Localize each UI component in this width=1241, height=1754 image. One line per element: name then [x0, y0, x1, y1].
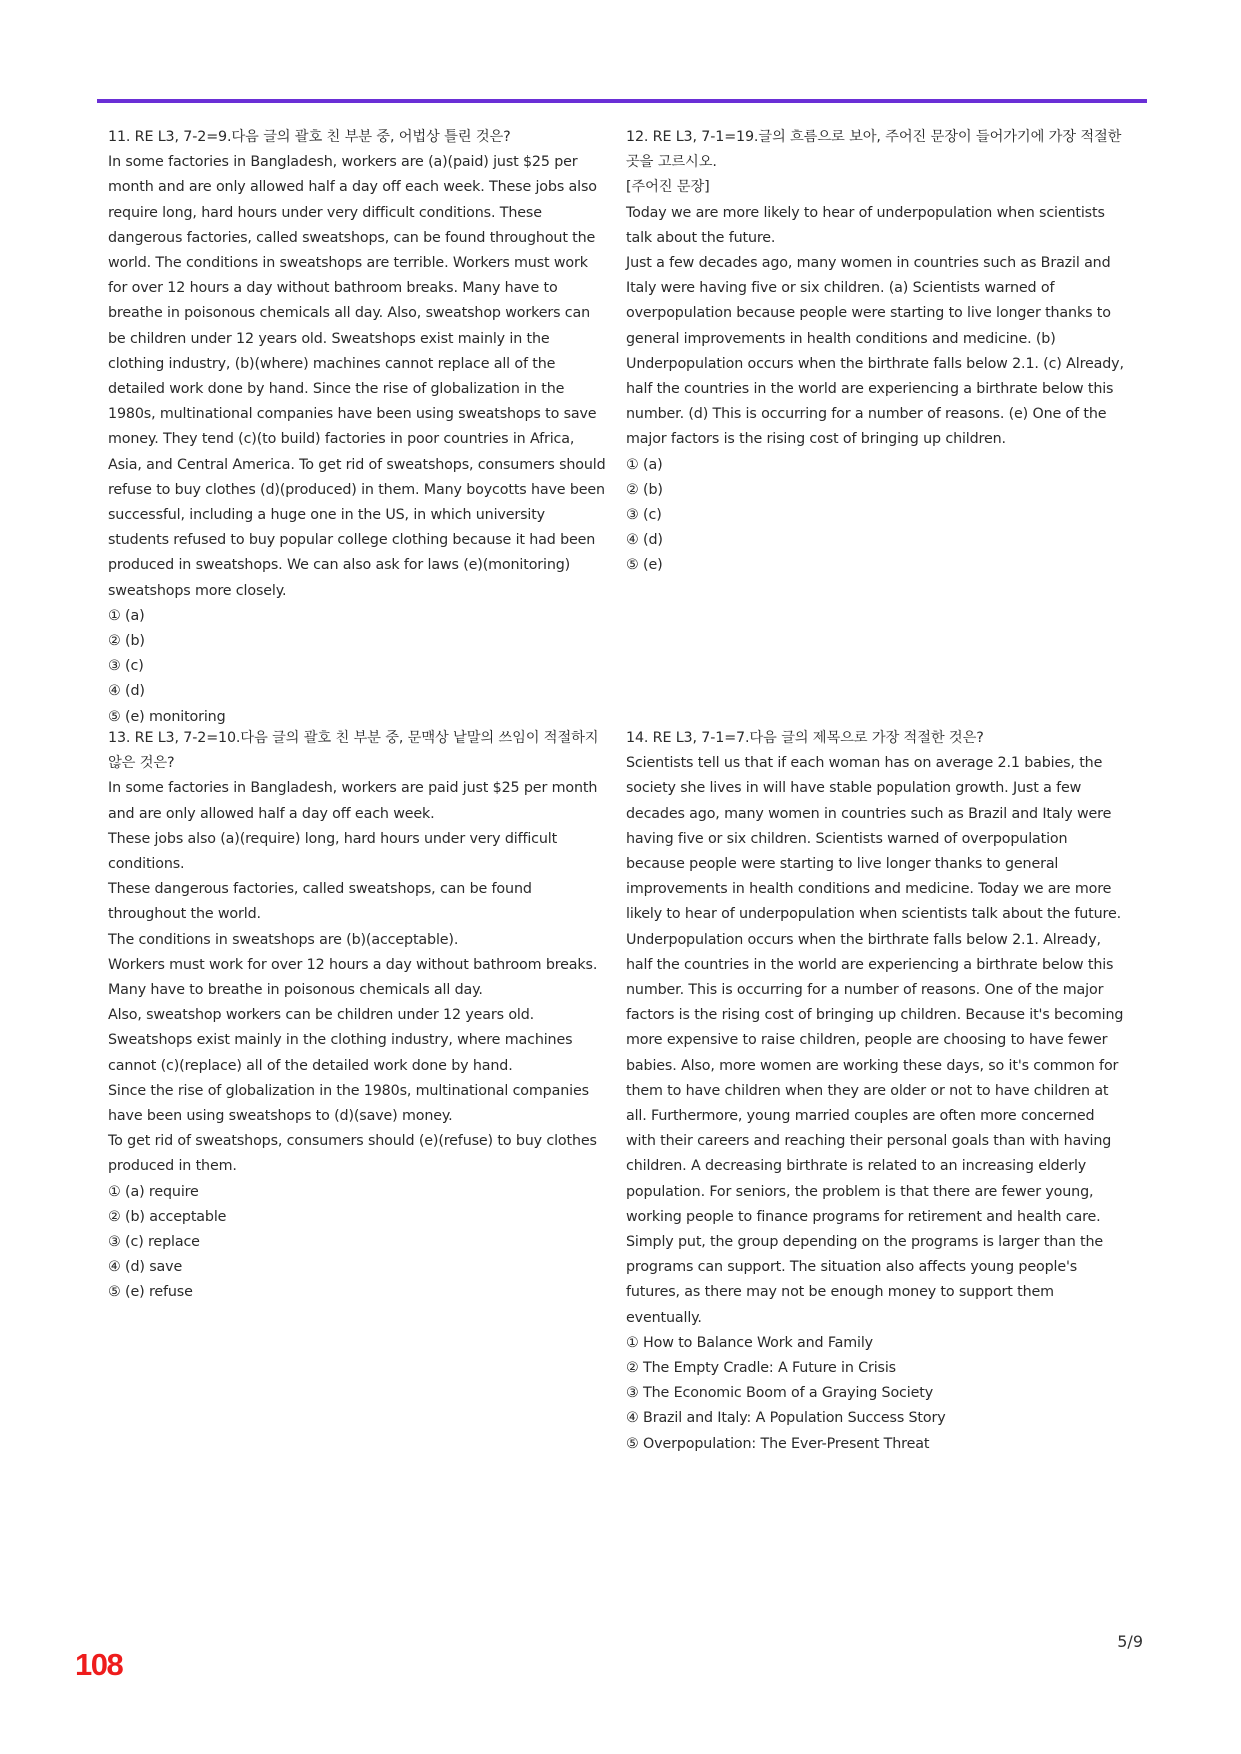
choice-5[interactable]: ⑤ (e) refuse	[108, 1284, 193, 1301]
passage-line: Also, sweatshop workers can be children under 12 years old.	[108, 1007, 535, 1024]
passage-line: These dangerous factories, called sweatshops, can be found throughout the world.	[108, 881, 532, 923]
passage-line: Sweatshops exist mainly in the clothing industry, where machines cannot (c)(replace) all of the detailed work done by hand.	[108, 1032, 573, 1074]
choice-4[interactable]: ④ (d)	[626, 532, 663, 549]
question-14	[626, 726, 1126, 1457]
book-page-number: 108	[75, 1647, 123, 1682]
given-sentence-label: [주어진 문장]	[626, 179, 710, 196]
answer-choices	[108, 604, 608, 730]
choice-3[interactable]: ③ The Economic Boom of a Graying Society	[626, 1385, 934, 1402]
choice-4[interactable]: ④ (d)	[108, 683, 145, 700]
choice-2[interactable]: ② The Empty Cradle: A Future in Crisis	[626, 1360, 896, 1377]
question-12	[626, 125, 1126, 579]
passage-paragraph: Scientists tell us that if each woman has on average 2.1 babies, the society she lives in will have stable population growth. Just a few decades ago, many women in countries such as Brazil and Italy were having five or six children. Scientists warned of overpopulation because people were starting to live longer thanks to general improvements in health conditions and medicine. Today we are more likely to hear of underpopulation when scientists talk about the future. Underpopulation occurs when the birthrate falls below 2.1. Already, half the countries in the world are experiencing a birthrate below this number. This is occurring for a number of reasons. One of the major factors is the rising cost of bringing up children. Because it's becoming more expensive to raise children, people are choosing to have fewer babies. Also, more women are working these days, so it's common for them to have children when they are older or not to have children at all. Furthermore, young married couples are often more concerned with their careers and reaching their personal goals than with having children. A decreasing birthrate is related to an increasing elderly population. For seniors, the problem is that there are fewer young, working people to finance programs for retirement and health care. Simply put, the group depending on the programs is larger than the programs can support. The situation also affects young people's futures, as there may not be enough money to support them eventually.	[626, 755, 1124, 1326]
choice-5[interactable]: ⑤ (e) monitoring	[108, 708, 226, 725]
choice-4[interactable]: ④ Brazil and Italy: A Population Success Story	[626, 1410, 946, 1427]
page-indicator: 5/9	[1117, 1632, 1143, 1651]
passage-line: Many have to breathe in poisonous chemicals all day.	[108, 982, 483, 999]
given-sentence: Today we are more likely to hear of underpopulation when scientists talk about the future.	[626, 204, 1105, 246]
choice-5[interactable]: ⑤ (e)	[626, 557, 663, 574]
choice-2[interactable]: ② (b) acceptable	[108, 1208, 227, 1225]
passage-paragraph: Just a few decades ago, many women in countries such as Brazil and Italy were having five or six children. (a) Scientists warned of overpopulation because people were starting to live longer thanks to general improvements in health conditions and medicine. (b) Underpopulation occurs when the birthrate falls below 2.1. (c) Already, half the countries in the world are experiencing a birthrate below this number. (d) This is occurring for a number of reasons. (e) One of the major factors is the rising cost of bringing up children.	[626, 255, 1124, 448]
answer-choices	[626, 1331, 1126, 1457]
choice-1[interactable]: ① How to Balance Work and Family	[626, 1334, 873, 1351]
header-rule	[97, 99, 1147, 103]
question-header: 11. RE L3, 7-2=9.다음 글의 괄호 친 부분 중, 어법상 틀린 것은?	[108, 129, 511, 145]
choice-1[interactable]: ① (a)	[626, 456, 663, 473]
passage-line: These jobs also (a)(require) long, hard hours under very difficult conditions.	[108, 830, 558, 873]
passage-line: The conditions in sweatshops are (b)(acceptable).	[108, 931, 459, 948]
choice-4[interactable]: ④ (d) save	[108, 1259, 183, 1276]
question-header: 13. RE L3, 7-2=10.다음 글의 괄호 친 부분 중, 문맥상 낱말의 쓰임이 적절하지 않은 것은?	[108, 730, 599, 772]
choice-2[interactable]: ② (b)	[108, 633, 145, 650]
choice-3[interactable]: ③ (c)	[108, 658, 144, 675]
passage-line: To get rid of sweatshops, consumers should (e)(refuse) to buy clothes produced in them.	[108, 1133, 597, 1175]
question-13	[108, 726, 608, 1306]
choice-2[interactable]: ② (b)	[626, 481, 663, 498]
question-11	[108, 125, 608, 730]
choice-1[interactable]: ① (a) require	[108, 1183, 199, 1200]
question-header: 14. RE L3, 7-1=7.다음 글의 제목으로 가장 적절한 것은?	[626, 730, 984, 746]
passage-line: Since the rise of globalization in the 1980s, multinational companies have been using sweatshops to (d)(save) money.	[108, 1082, 589, 1125]
passage-line: Workers must work for over 12 hours a day without bathroom breaks.	[108, 956, 598, 973]
choice-5[interactable]: ⑤ Overpopulation: The Ever-Present Threat	[626, 1435, 930, 1452]
passage-line: In some factories in Bangladesh, workers are paid just $25 per month and are only allowed half a day off each week.	[108, 780, 598, 822]
answer-choices	[108, 1180, 608, 1306]
choice-3[interactable]: ③ (c)	[626, 507, 662, 524]
choice-3[interactable]: ③ (c) replace	[108, 1234, 200, 1251]
choice-1[interactable]: ① (a)	[108, 607, 145, 624]
passage-paragraph: In some factories in Bangladesh, workers are (a)(paid) just $25 per month and are only allowed half a day off each week. These jobs also require long, hard hours under very difficult conditions. These dangerous factories, called sweatshops, can be found throughout the world. The conditions in sweatshops are terrible. Workers must work for over 12 hours a day without bathroom breaks. Many have to breathe in poisonous chemicals all day. Also, sweatshop workers can be children under 12 years old. Sweatshops exist mainly in the clothing industry, (b)(where) machines cannot replace all of the detailed work done by hand. Since the rise of globalization in the 1980s, multinational companies have been using sweatshops to save money. They tend (c)(to build) factories in poor countries in Africa, Asia, and Central America. To get rid of sweatshops, consumers should refuse to buy clothes (d)(produced) in them. Many boycotts have been successful, including a huge one in the US, in which university students refused to buy popular college clothing because it had been produced in sweatshops. We can also ask for laws (e)(monitoring) sweatshops more closely.	[108, 154, 606, 599]
answer-choices	[626, 453, 1126, 579]
question-header: 12. RE L3, 7-1=19.글의 흐름으로 보아, 주어진 문장이 들어가기에 가장 적절한 곳을 고르시오.	[626, 129, 1122, 171]
